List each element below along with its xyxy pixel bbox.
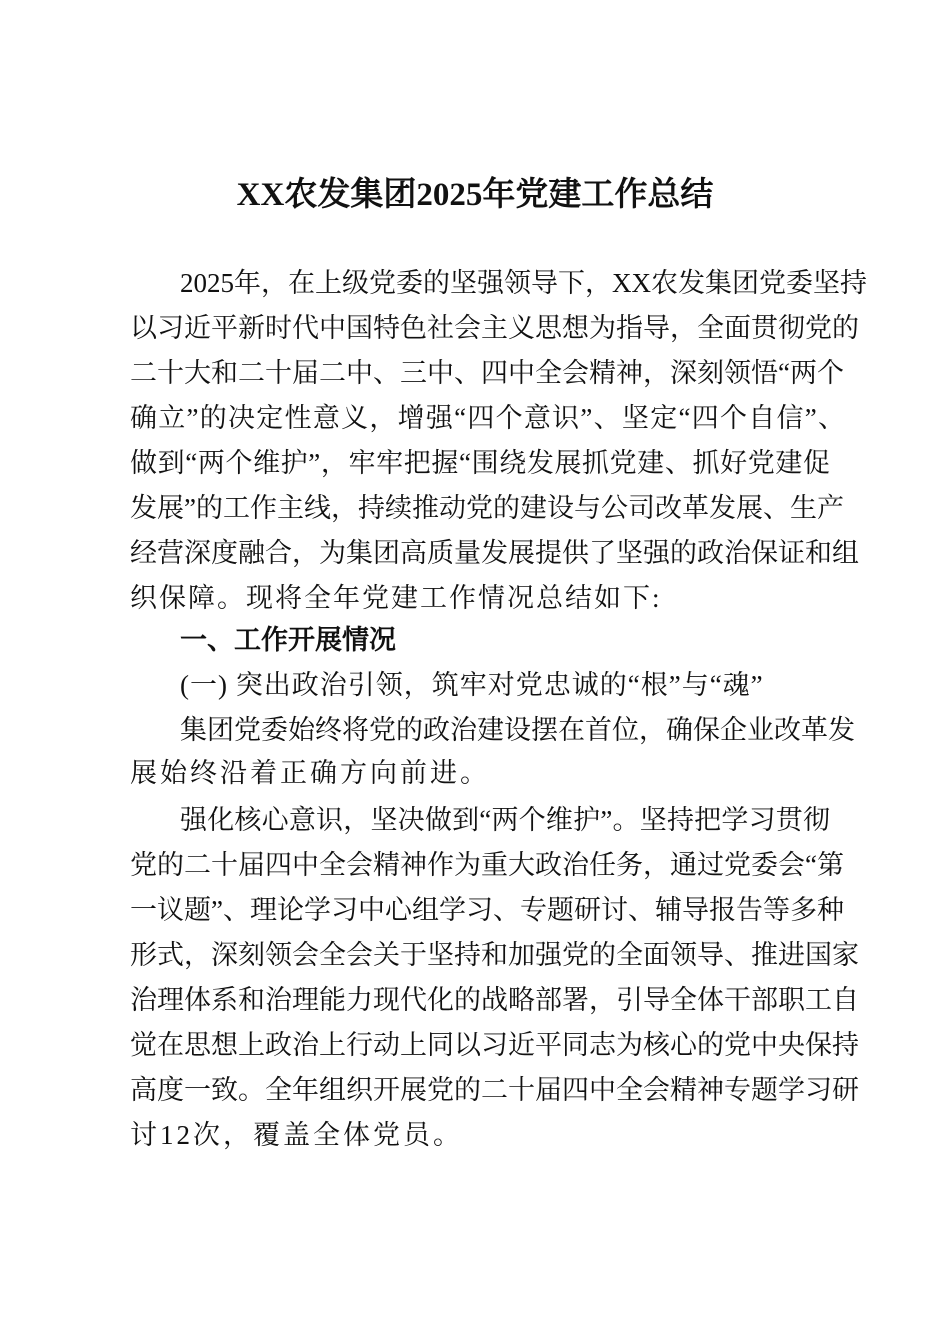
document-title: XX农发集团2025年党建工作总结 xyxy=(236,177,714,213)
text-line: 二十大和二十届二中、三中、四中全会精神，深刻领悟“两个 xyxy=(130,358,844,388)
text-line: 强化核心意识，坚决做到“两个维护”。坚持把学习贯彻 xyxy=(180,805,830,835)
text-line: 一议题”、理论学习中心组学习、专题研讨、辅导报告等多种 xyxy=(130,895,844,925)
text-line: 讨12次，覆盖全体党员。 xyxy=(130,1120,463,1150)
text-line: 集团党委始终将党的政治建设摆在首位，确保企业改革发 xyxy=(180,715,855,745)
text-line: 展始终沿着正确方向前进。 xyxy=(130,758,490,788)
text-line: 经营深度融合，为集团高质量发展提供了坚强的政治保证和组 xyxy=(130,538,859,568)
text-line: 织保障。现将全年党建工作情况总结如下: xyxy=(130,583,662,613)
text-line: 发展”的工作主线，持续推动党的建设与公司改革发展、生产 xyxy=(130,493,844,523)
text-line: 确立”的决定性意义，增强“四个意识”、坚定“四个自信”、 xyxy=(130,403,845,433)
section-heading: 一、工作开展情况 xyxy=(180,625,396,655)
text-line: 形式，深刻领会全会关于坚持和加强党的全面领导、推进国家 xyxy=(130,940,859,970)
text-line: 做到“两个维护”，牢牢把握“围绕发展抓党建、抓好党建促 xyxy=(130,448,830,478)
text-line: 党的二十届四中全会精神作为重大政治任务，通过党委会“第 xyxy=(130,850,844,880)
text-line: 觉在思想上政治上行动上同以习近平同志为核心的党中央保持 xyxy=(130,1030,859,1060)
text-line: 2025年，在上级党委的坚强领导下，XX农发集团党委坚持 xyxy=(180,268,867,298)
text-line: 治理体系和治理能力现代化的战略部署，引导全体干部职工自 xyxy=(130,985,859,1015)
subsection-heading: (一) 突出政治引领，筑牢对党忠诚的“根”与“魂” xyxy=(180,670,764,700)
text-line: 以习近平新时代中国特色社会主义思想为指导，全面贯彻党的 xyxy=(130,313,859,343)
text-line: 高度一致。全年组织开展党的二十届四中全会精神专题学习研 xyxy=(130,1075,859,1105)
